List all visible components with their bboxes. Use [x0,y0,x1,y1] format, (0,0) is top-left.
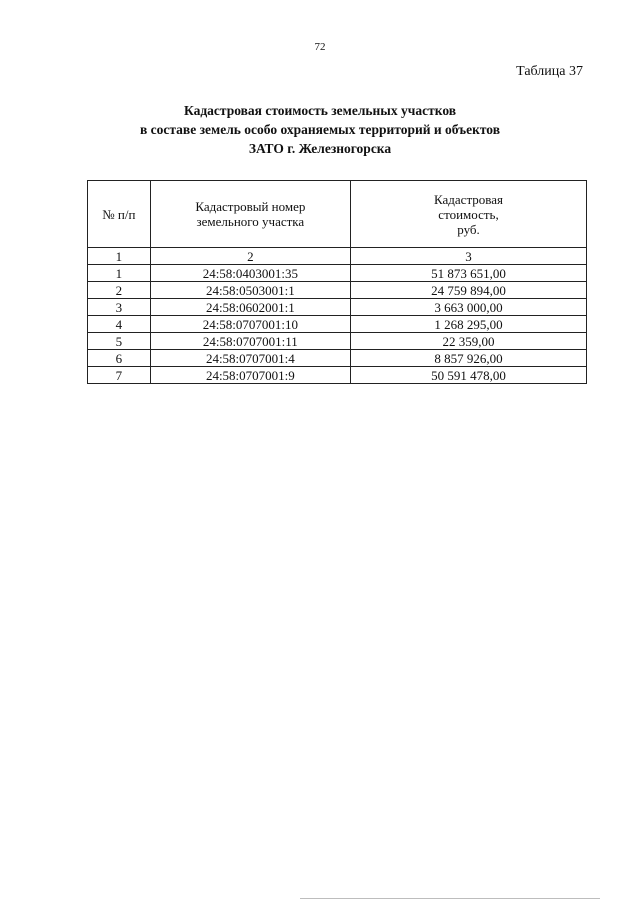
table-row [88,350,587,367]
table-label: Таблица 37 [516,64,583,79]
cadastral-number: 24:58:0503001:1 [150,282,350,299]
page-number: 72 [314,41,326,53]
cadastral-value: 22 359,00 [351,333,587,350]
header-value-line-2: стоимость, [438,206,499,222]
table-row [88,333,587,350]
title-line-1: Кадастровая стоимость земельных участков [183,103,457,118]
header-cadastral-number [150,181,350,248]
document-title [0,101,640,158]
table-row [88,265,587,282]
table-row [88,367,587,384]
table-header-row [88,181,587,248]
header-cadastral-line-2: земельного участка [196,214,305,229]
row-number: 5 [88,333,151,350]
header-cadastral-value [351,181,587,248]
header-value-line-3: руб. [457,221,480,237]
cadastral-number: 24:58:0707001:10 [150,316,350,333]
cadastral-number: 24:58:0707001:4 [150,350,350,367]
row-number: 3 [88,299,151,316]
header-value-line-1: Кадастровая [434,191,503,207]
title-line-2: в составе земель особо охраняемых территорий и объектов [139,122,501,137]
cadastral-value: 8 857 926,00 [351,350,587,367]
title-line-3: ЗАТО г. Железногорска [248,141,392,156]
cadastral-number: 24:58:0602001:1 [150,299,350,316]
column-index-cell: 2 [150,248,350,265]
column-index-cell: 1 [88,248,151,265]
cadastral-value: 24 759 894,00 [351,282,587,299]
cadastral-number: 24:58:0403001:35 [150,265,350,282]
row-number: 2 [88,282,151,299]
header-number: № п/п [88,181,151,248]
row-number: 4 [88,316,151,333]
column-index-row [88,248,587,265]
cadastral-value: 51 873 651,00 [351,265,587,282]
header-cadastral-line-1: Кадастровый номер [195,199,306,214]
footer-divider [300,898,600,899]
cadastral-value: 50 591 478,00 [351,367,587,384]
row-number: 7 [88,367,151,384]
cadastral-value-table [87,180,587,384]
table-row [88,316,587,333]
cadastral-value: 3 663 000,00 [351,299,587,316]
cadastral-value: 1 268 295,00 [351,316,587,333]
table-row [88,299,587,316]
table-row [88,282,587,299]
row-number: 1 [88,265,151,282]
row-number: 6 [88,350,151,367]
column-index-cell: 3 [351,248,587,265]
cadastral-number: 24:58:0707001:11 [150,333,350,350]
cadastral-number: 24:58:0707001:9 [150,367,350,384]
